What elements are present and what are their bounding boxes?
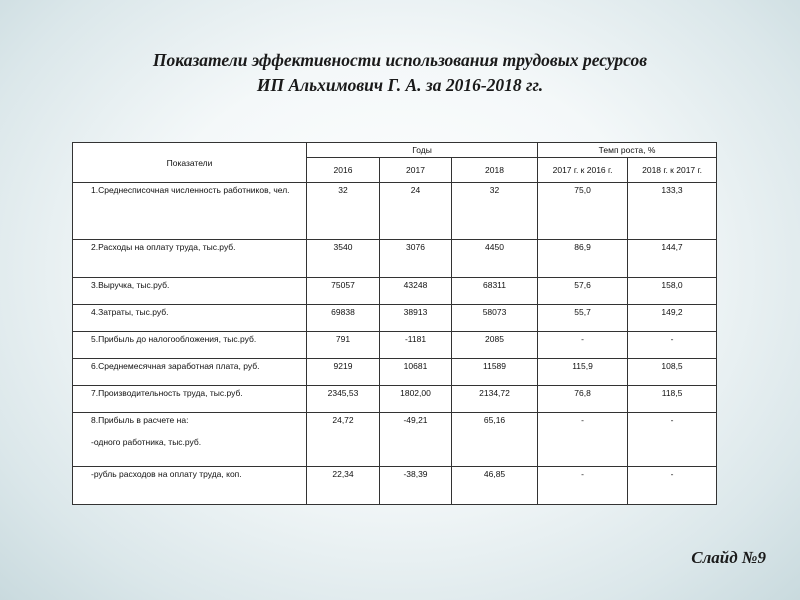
- row-label-line-1: 8.Прибыль в расчете на:: [91, 415, 189, 425]
- cell-growth-2017: -: [538, 332, 628, 359]
- cell-2016: 24,72: [307, 413, 380, 467]
- cell-2018: 46,85: [452, 467, 538, 505]
- cell-2016: 75057: [307, 278, 380, 305]
- row-label: 2.Расходы на оплату труда, тыс.руб.: [73, 240, 307, 278]
- header-year-2018: 2018: [452, 158, 538, 183]
- row-label: [73, 413, 307, 467]
- cell-2018: 32: [452, 183, 538, 240]
- slide-title-line-1: Показатели эффективности использования трудовых ресурсов: [152, 50, 648, 70]
- cell-growth-2018: -: [628, 413, 717, 467]
- cell-2017: 10681: [380, 359, 452, 386]
- cell-2017: 24: [380, 183, 452, 240]
- cell-growth-2018: 118,5: [628, 386, 717, 413]
- cell-growth-2018: 144,7: [628, 240, 717, 278]
- cell-2017: 43248: [380, 278, 452, 305]
- cell-2017: -38,39: [380, 467, 452, 505]
- table-row: [73, 183, 717, 240]
- table-row: [73, 386, 717, 413]
- cell-2017: 38913: [380, 305, 452, 332]
- header-years: Годы: [307, 143, 538, 158]
- table-row: [73, 359, 717, 386]
- cell-growth-2018: 108,5: [628, 359, 717, 386]
- cell-2018: 2134,72: [452, 386, 538, 413]
- cell-2016: 9219: [307, 359, 380, 386]
- cell-2017: -49,21: [380, 413, 452, 467]
- cell-2018: 11589: [452, 359, 538, 386]
- cell-growth-2017: 86,9: [538, 240, 628, 278]
- cell-2016: 3540: [307, 240, 380, 278]
- row-label-line-2: -одного работника, тыс.руб.: [91, 437, 202, 447]
- header-year-2017: 2017: [380, 158, 452, 183]
- row-label: 6.Среднемесячная заработная плата, руб.: [73, 359, 307, 386]
- table-row: [73, 278, 717, 305]
- header-growth-2017-2016: 2017 г. к 2016 г.: [538, 158, 628, 183]
- cell-growth-2017: 75,0: [538, 183, 628, 240]
- header-growth: Темп роста, %: [538, 143, 717, 158]
- slide-title: [0, 48, 800, 98]
- cell-2016: 32: [307, 183, 380, 240]
- cell-growth-2017: -: [538, 467, 628, 505]
- table-row: [73, 413, 717, 467]
- header-growth-2018-2017: 2018 г. к 2017 г.: [628, 158, 717, 183]
- cell-growth-2017: 115,9: [538, 359, 628, 386]
- cell-growth-2018: 149,2: [628, 305, 717, 332]
- cell-growth-2018: 133,3: [628, 183, 717, 240]
- cell-2018: 58073: [452, 305, 538, 332]
- cell-2018: 2085: [452, 332, 538, 359]
- cell-growth-2017: 55,7: [538, 305, 628, 332]
- cell-2016: 22,34: [307, 467, 380, 505]
- slide-title-line-2: ИП Альхимович Г. А. за 2016-2018 гг.: [256, 75, 544, 95]
- table-row: [73, 467, 717, 505]
- row-label: 3.Выручка, тыс.руб.: [73, 278, 307, 305]
- cell-growth-2017: 57,6: [538, 278, 628, 305]
- cell-2016: 791: [307, 332, 380, 359]
- cell-2017: 3076: [380, 240, 452, 278]
- row-label: 7.Производительность труда, тыс.руб.: [73, 386, 307, 413]
- cell-growth-2018: -: [628, 467, 717, 505]
- cell-2017: 1802,00: [380, 386, 452, 413]
- cell-2018: 4450: [452, 240, 538, 278]
- cell-2018: 68311: [452, 278, 538, 305]
- table-row: [73, 240, 717, 278]
- cell-growth-2017: 76,8: [538, 386, 628, 413]
- header-indicators: Показатели: [73, 143, 307, 183]
- table-row: [73, 305, 717, 332]
- header-year-2016: 2016: [307, 158, 380, 183]
- cell-growth-2017: -: [538, 413, 628, 467]
- labor-efficiency-table: [72, 142, 717, 505]
- row-label: 5.Прибыль до налогообложения, тыс.руб.: [73, 332, 307, 359]
- row-label: -рубль расходов на оплату труда, коп.: [73, 467, 307, 505]
- slide-number: Слайд №9: [691, 548, 766, 567]
- table-row: [73, 332, 717, 359]
- cell-growth-2018: -: [628, 332, 717, 359]
- cell-2017: -1181: [380, 332, 452, 359]
- cell-growth-2018: 158,0: [628, 278, 717, 305]
- cell-2016: 69838: [307, 305, 380, 332]
- row-label: 1.Среднесписочная численность работников, чел.: [73, 183, 307, 240]
- row-label: 4.Затраты, тыс.руб.: [73, 305, 307, 332]
- cell-2016: 2345,53: [307, 386, 380, 413]
- cell-2018: 65,16: [452, 413, 538, 467]
